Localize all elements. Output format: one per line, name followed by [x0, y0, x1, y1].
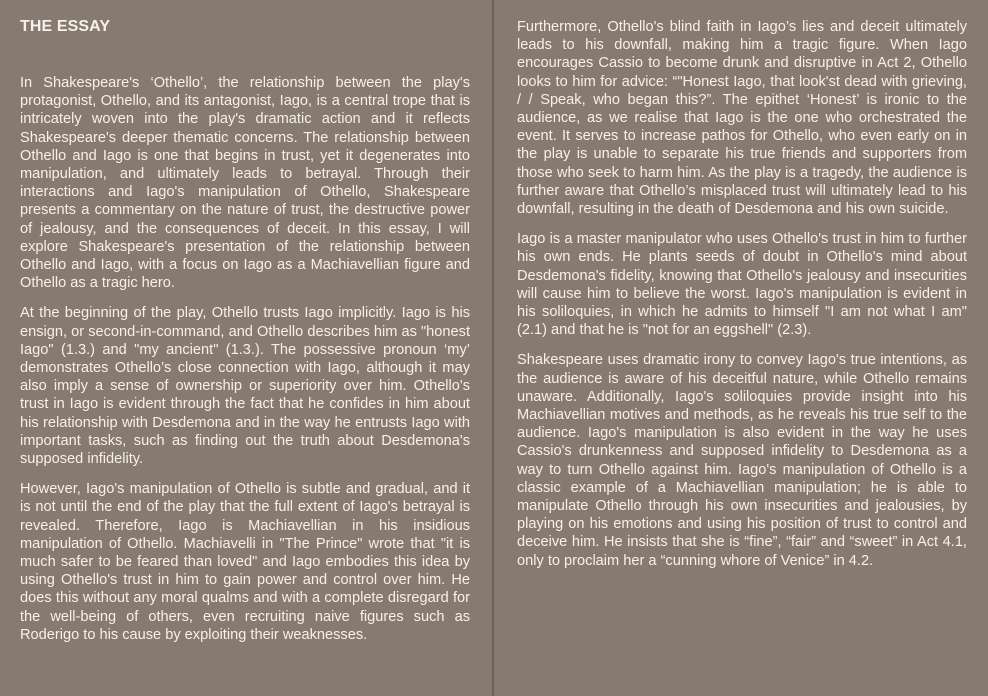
essay-paragraph-trust: At the beginning of the play, Othello trusts Iago implicitly. Iago is his ensign, or second-in-command, and Othello describes him as "honest Iago" (1.3.) and "my ancient" (1.3.). The possessive pronoun ‘my’ demonstrates Othello’s close connection with Iago, although it may also imply a sense of ownership or superiority over him. Othello's trust in Iago is evident through the fact that he confides in him about his relationship with Desdemona and in the way he entrusts Iago with important tasks, such as finding out the truth about Desdemona's supposed infidelity.: [20, 305, 470, 468]
essay-heading: THE ESSAY: [20, 18, 111, 35]
essay-paragraph-introduction: In Shakespeare's ‘Othello’, the relationship between the play's protagonist, Othello, and its antagonist, Iago, is a central trope that is intricately woven into the play's dramatic action and it reflects Shakespeare's deeper thematic concerns. The relationship between Othello and Iago is one that begins in trust, yet it degenerates into manipulation, and ultimately leads to betrayal. Through their interactions and Iago's manipulation of Othello, Shakespeare presents a commentary on the nature of trust, the destructive power of jealousy, and the consequences of deceit. In this essay, I will explore Shakespeare's presentation of the relationship between Othello and Iago, with a focus on Iago as a Machiavellian figure and Othello as a tragic hero.: [20, 75, 470, 292]
essay-paragraph-master-manipulator: Iago is a master manipulator who uses Othello's trust in him to further his own ends. He plants seeds of doubt in Othello's mind about Desdemona's fidelity, knowing that Othello's jealousy and insecurities will cause him to believe the worst. Iago's manipulation is evident in his soliloquies, in which he admits to himself "I am not what I am" (2.1) and that he is "not for an eggshell" (2.3).: [517, 231, 967, 339]
essay-paragraph-manipulation: However, Iago's manipulation of Othello is subtle and gradual, and it is not until the end of the play that the full extent of Iago's betrayal is revealed. Therefore, Iago is Machiavellian in his insidious manipulation of Othello. Machiavelli in "The Prince" wrote that "it is much safer to be feared than loved" and Iago embodies this idea by using Othello's trust in him to gain power and control over him. He does this without any moral qualms and with a complete disregard for the well-being of others, even recruiting naive figures such as Roderigo to his cause by exploiting their weaknesses.: [20, 481, 470, 643]
essay-paragraph-dramatic-irony: Shakespeare uses dramatic irony to convey Iago's true intentions, as the audience is aware of his deceitful nature, while Othello remains unaware. Additionally, Iago's soliloquies provide insight into his Machiavellian motives and methods, as he reveals his true self to the audience. Iago's manipulation is also evident in the way he uses Cassio's drunkenness and supposed infidelity to Desdemona as a way to turn Othello against him. Iago's manipulation of Othello is a classic example of a Machiavellian manipulation; he is able to manipulate Othello through his own insecurities and jealousies, by playing on his emotions and using his position of trust to control and deceive him. He insists that she is “fine”, “fair” and “sweet” in Act 4.1, only to proclaim her a “cunning whore of Venice” in 4.2.: [517, 352, 967, 569]
essay-paragraph-downfall: Furthermore, Othello's blind faith in Iago’s lies and deceit ultimately leads to his downfall, making him a tragic figure. When Iago encourages Cassio to become drunk and disruptive in Act 2, Othello looks to him for advice: “"Honest Iago, that look'st dead with grieving, / / Speak, who began this?”. The epithet ‘Honest’ is ironic to the audience, as we realise that Iago is the one who orchestrated the event. It serves to increase pathos for Othello, who even early on in the play is unable to separate his true friends and supporters from those who seek to harm him. As the play is a tragedy, the audience is further aware that Othello’s misplaced trust will ultimately lead to his downfall, resulting in the death of Desdemona and his own suicide.: [517, 19, 967, 218]
left-page: [0, 0, 493, 696]
right-page: [494, 0, 988, 696]
